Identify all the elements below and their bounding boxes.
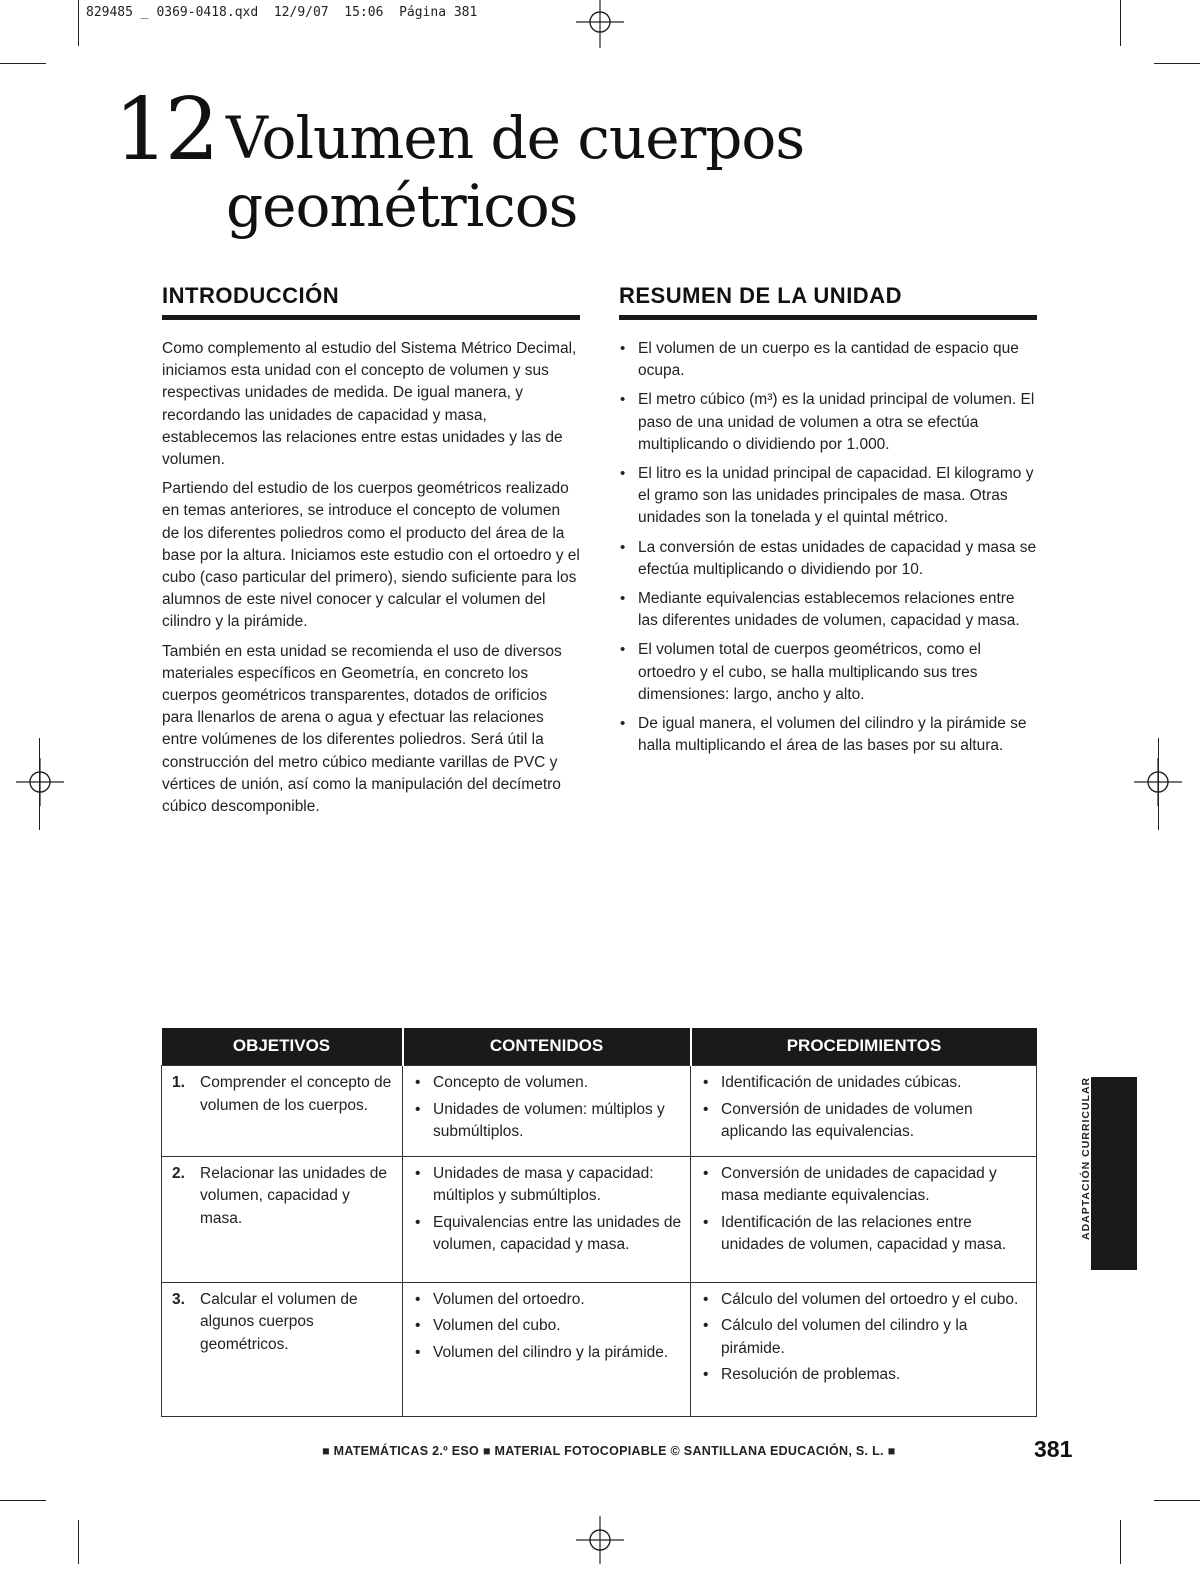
summary-item: • El volumen de un cuerpo es la cantidad de espacio que ocupa. [618,338,1038,382]
list-item: • Identificación de las relaciones entre unidades de volumen, capacidad y masa. [701,1212,1028,1257]
list-item: • Unidades de masa y capacidad: múltiplos y submúltiplos. [413,1163,682,1208]
objective-text: Comprender el concepto de volumen de los cuerpos. [200,1074,392,1114]
crop-mark [78,1520,79,1564]
crop-mark [1154,1500,1200,1501]
crop-mark [0,63,46,64]
list-item: • Cálculo del volumen del ortoedro y el cubo. [701,1289,1028,1312]
table-row [162,1282,1037,1416]
contents-cell [403,1282,691,1416]
intro-paragraph: También en esta unidad se recomienda el uso de diversos materiales específicos en Geometría, en concreto los cuerpos geométricos transparentes, dotados de orificios para llenarlos de arena o agua y efectuar las relaciones entre volúmenes de los diferentes poliedros. Será útil la construcción del metro cúbico mediante varillas de PVC y vértices de unión, así como la manipulación del decímetro cúbico descomponible. [162,642,562,816]
summary-item: • El metro cúbico (m³) es la unidad principal de volumen. El paso de una unidad de volumen a otra se efectúa multiplicando o dividiendo por 1.000. [618,389,1038,456]
crop-mark [1120,1520,1121,1564]
intro-rule [162,315,580,320]
summary-item: • El litro es la unidad principal de capacidad. El kilogramo y el gramo son las unidades principales de masa. Otras unidades son la tonelada y el quintal métrico. [618,463,1038,530]
intro-heading: INTRODUCCIÓN [162,283,340,308]
objectives-table [161,1028,1037,1417]
list-item: • Concepto de volumen. [413,1072,682,1095]
list-item: • Identificación de unidades cúbicas. [701,1072,1028,1095]
column-header-contents: CONTENIDOS [403,1028,691,1066]
column-header-procedures: PROCEDIMIENTOS [691,1028,1037,1066]
list-item: • Volumen del cubo. [413,1315,682,1338]
objective-number: 3. [172,1290,185,1308]
contents-cell [403,1066,691,1157]
table-row [162,1156,1037,1282]
side-tab [1091,1077,1137,1270]
title-line-1: Volumen de cuerpos [226,104,805,172]
objective-number: 2. [172,1164,185,1182]
summary-item: • Mediante equivalencias establecemos relaciones entre las diferentes unidades de volumen, capacidad y masa. [618,588,1038,632]
list-item: • Conversión de unidades de capacidad y masa mediante equivalencias. [701,1163,1028,1208]
list-item: • Equivalencias entre las unidades de volumen, capacidad y masa. [413,1212,682,1257]
unit-number: 12 [114,80,216,180]
side-label: ADAPTACIÓN CURRICULAR [1080,1076,1092,1240]
crop-mark [39,738,40,830]
registration-mark-icon [576,1516,624,1564]
summary-list [618,338,1038,764]
summary-item: • La conversión de estas unidades de capacidad y masa se efectúa multiplicando o dividiendo por 10. [618,537,1038,581]
page-number: 381 [1034,1436,1073,1462]
crop-mark [1158,738,1159,830]
list-item: • Resolución de problemas. [701,1364,1028,1387]
list-item: • Volumen del cilindro y la pirámide. [413,1342,682,1365]
objective-cell [162,1066,403,1157]
summary-rule [619,315,1037,320]
objective-text: Relacionar las unidades de volumen, capacidad y masa. [200,1164,387,1227]
objective-number: 1. [172,1074,185,1091]
intro-paragraph: Como complemento al estudio del Sistema Métrico Decimal, iniciamos esta unidad con el concepto de volumen y sus respectivas unidades de medida. De igual manera, y recordando las unidades de capacidad y masa, establecemos las relaciones entre estas unidades y las de volumen. [162,340,577,469]
summary-item: • El volumen total de cuerpos geométricos, como el ortoedro y el cubo, se halla multiplicando sus tres dimensiones: largo, ancho y alto. [618,639,1038,706]
list-item: • Conversión de unidades de volumen aplicando las equivalencias. [701,1099,1028,1144]
intro-text [162,338,580,825]
objective-cell [162,1282,403,1416]
registration-mark-icon [16,758,64,806]
crop-mark [1120,0,1121,46]
column-header-objectives: OBJETIVOS [162,1028,403,1066]
table-row [162,1066,1037,1157]
intro-paragraph: Partiendo del estudio de los cuerpos geométricos realizado en temas anteriores, se introduce el concepto de volumen de los diferentes poliedros como el producto del área de la base por la altura. Iniciamos este estudio con el ortoedro y el cubo (caso particular del primero), siendo suficiente para los alumnos de este nivel conocer y calcular el volumen del cilindro y la pirámide. [162,480,580,631]
list-item: • Unidades de volumen: múltiplos y submúltiplos. [413,1099,682,1144]
objective-cell [162,1156,403,1282]
table-header-row [162,1028,1037,1066]
summary-item: • De igual manera, el volumen del cilindro y la pirámide se halla multiplicando el área de las bases por su altura. [618,713,1038,757]
crop-mark [78,0,79,46]
list-item: • Cálculo del volumen del cilindro y la pirámide. [701,1315,1028,1360]
page-title [226,104,804,240]
procedures-cell [691,1066,1037,1157]
printer-slug: 829485 _ 0369-0418.qxd 12/9/07 15:06 Página 381 [86,5,478,20]
procedures-cell [691,1282,1037,1416]
title-line-2: geométricos [226,172,578,240]
registration-mark-icon [576,0,624,48]
list-item: • Volumen del ortoedro. [413,1289,682,1312]
objective-text: Calcular el volumen de algunos cuerpos geométricos. [200,1290,358,1353]
crop-mark [1154,63,1200,64]
summary-heading: RESUMEN DE LA UNIDAD [619,283,902,308]
procedures-cell [691,1156,1037,1282]
contents-cell [403,1156,691,1282]
footer-credit: ■ MATEMÁTICAS 2.º ESO ■ MATERIAL FOTOCOPIABLE © SANTILLANA EDUCACIÓN, S. L. ■ [322,1444,896,1458]
crop-mark [0,1500,46,1501]
